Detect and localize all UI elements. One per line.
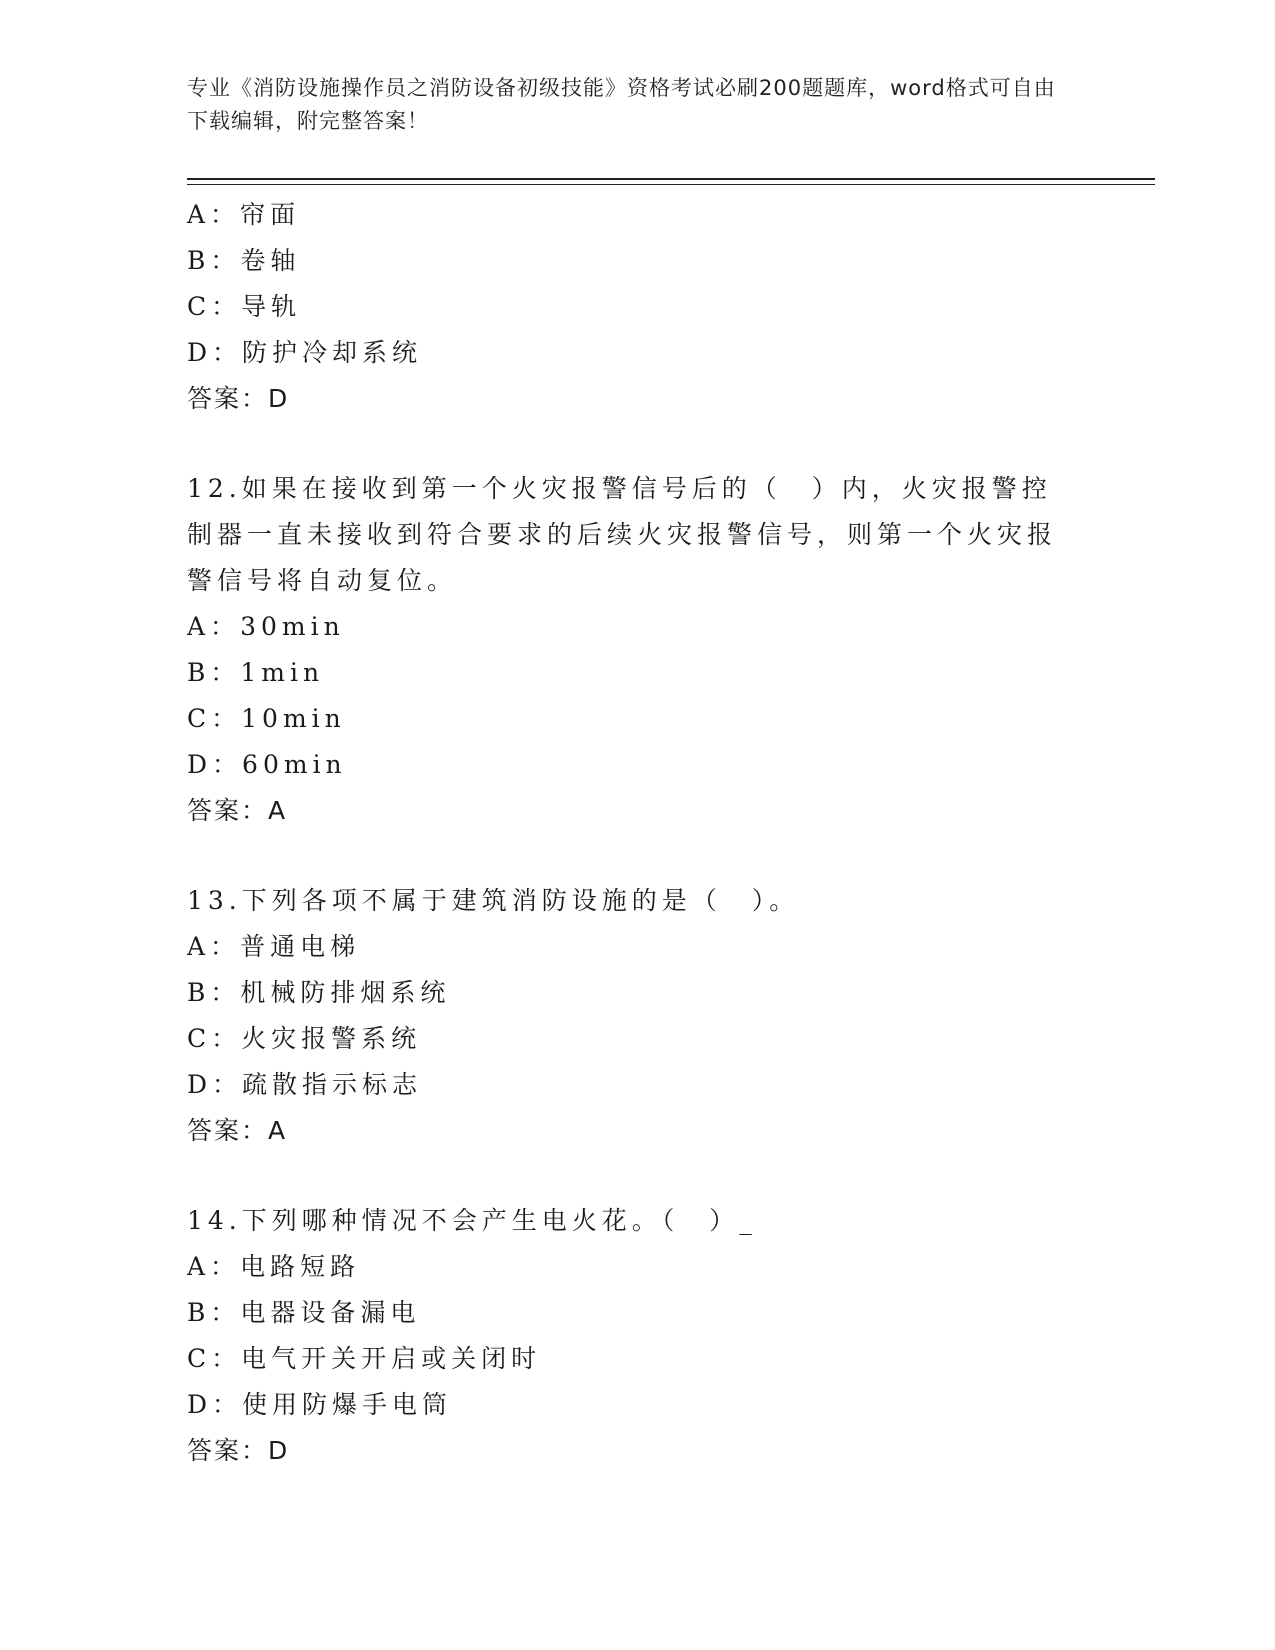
- option-c: C：导轨: [187, 292, 302, 321]
- option-d: D：60min: [187, 750, 347, 779]
- question-14: [187, 1198, 1087, 1474]
- question-stem: 14.下列哪种情况不会产生电火花。（ ）_: [187, 1206, 757, 1235]
- option-a: A：30min: [187, 612, 345, 641]
- option-b: B：机械防排烟系统: [187, 978, 451, 1007]
- answer: 答案：D: [187, 384, 290, 413]
- option-c: C：电气开关开启或关闭时: [187, 1344, 542, 1373]
- option-d: D：疏散指示标志: [187, 1070, 423, 1099]
- question-stem: 13.下列各项不属于建筑消防设施的是（ ）。: [187, 886, 800, 915]
- answer: 答案：A: [187, 796, 288, 825]
- option-b: B：卷轴: [187, 246, 301, 275]
- option-a: A：帘面: [187, 200, 301, 229]
- option-c: C：火灾报警系统: [187, 1024, 422, 1053]
- option-c: C：10min: [187, 704, 346, 733]
- option-b: B：电器设备漏电: [187, 1298, 421, 1327]
- option-a: A：普通电梯: [187, 932, 361, 961]
- option-a: A：电路短路: [187, 1252, 361, 1281]
- question-11-partial: [187, 192, 1087, 422]
- question-stem: 12.如果在接收到第一个火灾报警信号后的（ ）内，火灾报警控制器一直未接收到符合要求的后续火灾报警信号，则第一个火灾报警信号将自动复位。: [187, 474, 1058, 595]
- option-b: B：1min: [187, 658, 325, 687]
- question-13: [187, 878, 1087, 1154]
- answer: 答案：A: [187, 1116, 288, 1145]
- question-list: [187, 192, 1087, 1474]
- header-rule-thick: [187, 178, 1155, 180]
- option-d: D：使用防爆手电筒: [187, 1390, 453, 1419]
- question-12: [187, 466, 1087, 834]
- header-rule-thin: [187, 184, 1155, 185]
- option-d: D：防护冷却系统: [187, 338, 423, 367]
- answer: 答案：D: [187, 1436, 290, 1465]
- page-header: 专业《消防设施操作员之消防设备初级技能》资格考试必刷200题题库，word格式可自由下载编辑，附完整答案！: [187, 76, 1056, 133]
